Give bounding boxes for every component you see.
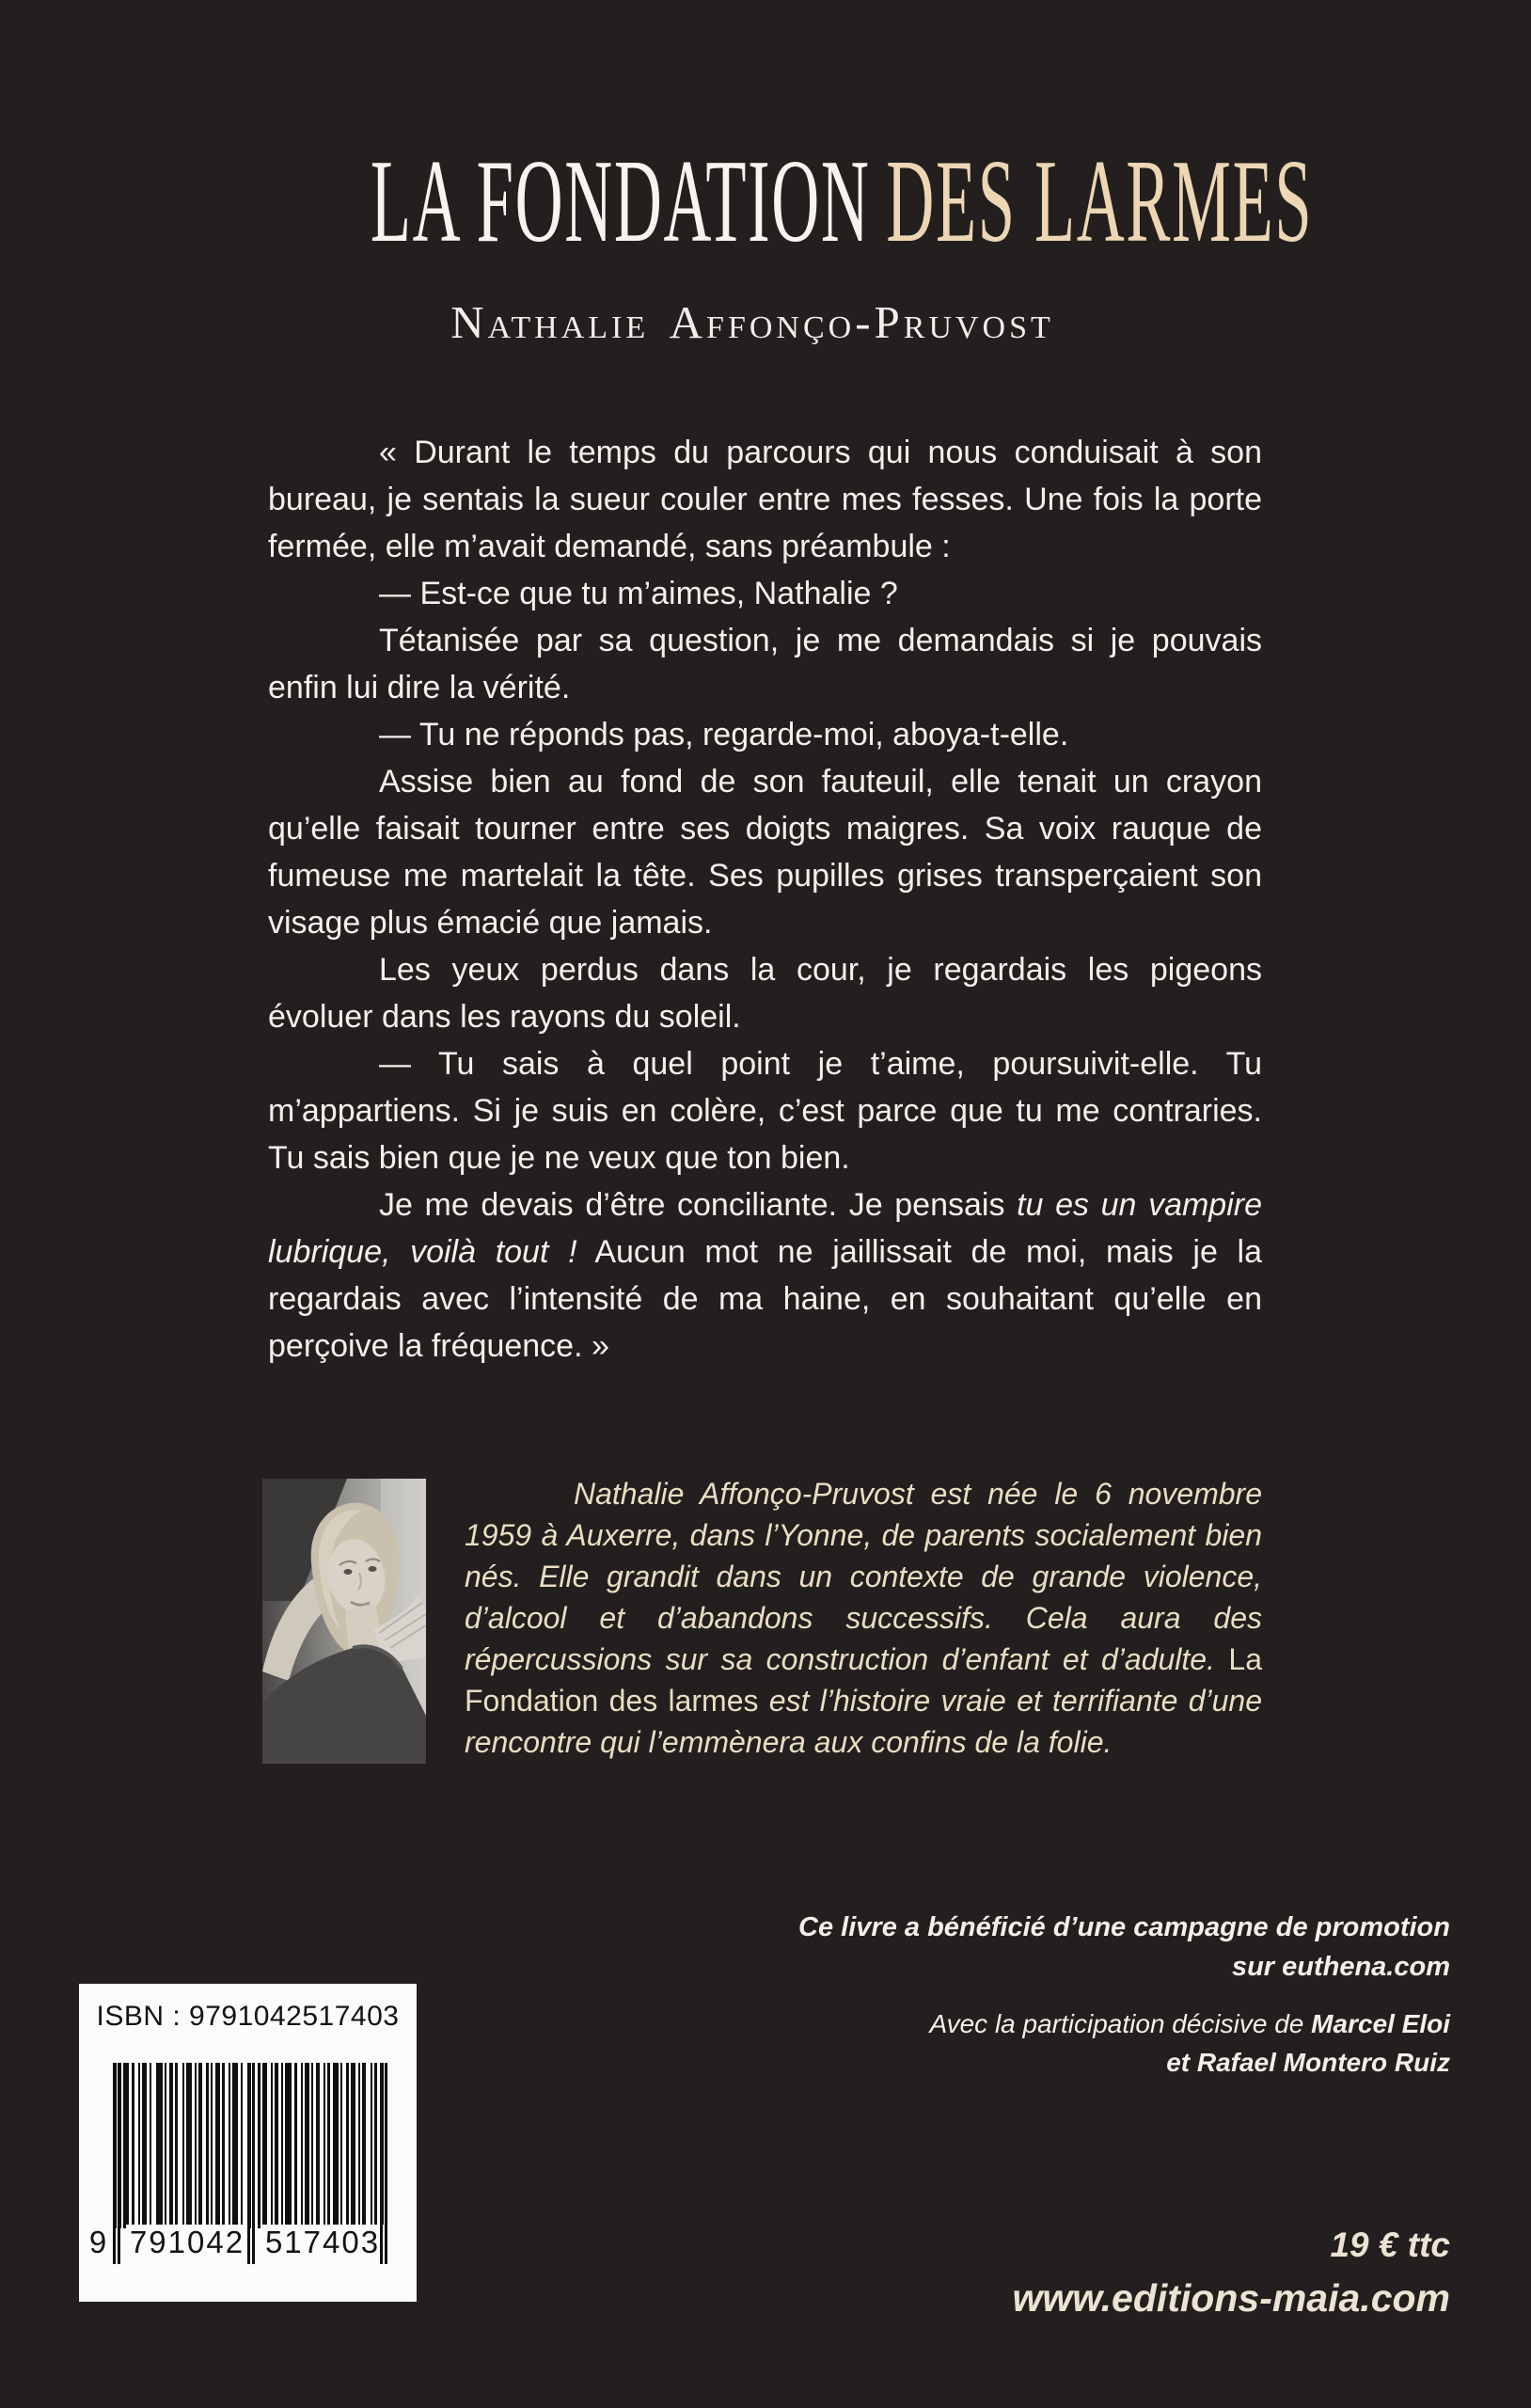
quote-paragraph: [268, 429, 1262, 570]
quote-paragraph: [268, 946, 1262, 1040]
title-part-accent: DES LARMES: [886, 136, 1314, 267]
barcode-bar: [262, 2063, 267, 2228]
author-photo: [262, 1479, 426, 1764]
barcode-bar: [294, 2063, 297, 2228]
quote-block: [268, 429, 1262, 1370]
barcode-bar: [285, 2063, 292, 2228]
barcode-bar: [206, 2063, 209, 2228]
barcode-bar: [156, 2063, 163, 2228]
barcode-bar: [175, 2063, 178, 2228]
author-bio-paragraph: [465, 1473, 1262, 1763]
promo-text: [798, 1908, 1450, 1987]
barcode-guard-bar: [385, 2063, 387, 2264]
barcode-bar: [138, 2063, 140, 2228]
author-name-row: [0, 295, 1505, 349]
text-segment: Marcel Eloi: [1311, 2009, 1450, 2038]
text-segment: « Durant le temps du parcours qui nous conduisait à son bureau, je sentais la sueur couler entre mes fesses. Une fois la porte fermée, elle m’avait demandé, sans préambule :: [268, 435, 1262, 564]
text-segment: Nathalie Affonço-Pruvost est née le 6 novembre 1959 à Auxerre, dans l’Yonne, de parents socialement bien nés. Elle grandit dans un contexte de grande violence, d’alcool et d’abandons successifs. Cela aura des répercussions sur sa construction d’enfant et d’adulte.: [465, 1477, 1262, 1676]
author-bio: [465, 1473, 1262, 1763]
barcode-bar-pattern: [113, 2063, 387, 2228]
author-portrait-image: [262, 1479, 426, 1764]
barcode-bar: [316, 2063, 320, 2228]
quote-paragraph: [268, 1181, 1262, 1370]
barcode-guard-bar: [118, 2063, 120, 2264]
barcode-bar: [182, 2063, 184, 2228]
barcode-guard-bar: [380, 2063, 383, 2264]
barcode-bar: [358, 2063, 360, 2228]
participation-text: [929, 2004, 1450, 2082]
participation-line: [929, 2004, 1450, 2043]
text-segment: — Tu ne réponds pas, regarde-moi, aboya-t-elle.: [379, 717, 1069, 752]
quote-paragraph: [268, 1040, 1262, 1181]
barcode-bar: [275, 2063, 278, 2228]
text-segment: Les yeux perdus dans la cour, je regardais les pigeons évoluer dans les rayons du soleil.: [268, 952, 1262, 1035]
promo-line-2: sur euthena.com: [1231, 1952, 1450, 1982]
text-segment: Tétanisée par sa question, je me demandais si je pouvais enfin lui dire la vérité.: [268, 623, 1262, 705]
text-segment: — Tu sais à quel point je t’aime, poursuivit-elle. Tu m’appartiens. Si je suis en colère, c’est parce que tu me contraries. Tu sais bien que je ne veux que ton bien.: [268, 1046, 1262, 1176]
barcode-guard-bar: [113, 2063, 116, 2264]
barcode-bar: [333, 2063, 339, 2228]
barcode-bar: [211, 2063, 213, 2228]
barcode-bar: [340, 2063, 342, 2228]
barcode-bar: [351, 2063, 355, 2228]
author-name: Nathalie Affonço-Pruvost: [450, 296, 1054, 348]
barcode-bar: [371, 2063, 372, 2228]
barcode-bar: [232, 2063, 238, 2228]
barcode-guard-bar: [252, 2063, 255, 2264]
book-title: [0, 136, 1478, 267]
text-segment: tu es un vampire lubrique, voilà tout !: [268, 1187, 1262, 1270]
barcode-bar: [327, 2063, 330, 2228]
barcode-bar: [301, 2063, 303, 2228]
barcode-bar: [271, 2063, 273, 2228]
promo-line-1: Ce livre a bénéficié d’une campagne de promotion: [798, 1912, 1450, 1942]
publisher-website: www.editions-maia.com: [1012, 2276, 1450, 2320]
barcode-bar: [311, 2063, 313, 2228]
text-segment: La Fondation des larmes: [465, 1642, 1262, 1718]
barcode-bar: [123, 2063, 129, 2228]
barcode-bar: [324, 2063, 325, 2228]
barcode-bar: [229, 2063, 230, 2228]
barcode-digit-group1: 791042: [126, 2225, 248, 2260]
barcode-digit-left: 9: [85, 2225, 111, 2260]
text-segment: et Rafael Montero Ruiz: [1166, 2048, 1450, 2077]
text-segment: Je me devais d’être conciliante. Je pensais: [379, 1187, 1018, 1223]
barcode-bar: [346, 2063, 349, 2228]
quote-paragraph: [268, 570, 1262, 617]
quote-paragraph: [268, 758, 1262, 946]
barcode-bar: [186, 2063, 192, 2228]
text-segment: — Est-ce que tu m’aimes, Nathalie ?: [379, 576, 898, 611]
barcode-bar: [222, 2063, 225, 2228]
barcode-bar: [198, 2063, 202, 2228]
text-segment: Aucun mot ne jaillissait de moi, mais je la regardais avec l’intensité de ma haine, en souhaitant qu’elle en perçoive la fréquence. »: [268, 1234, 1263, 1364]
quote-paragraph: [268, 711, 1262, 758]
text-segment: Avec la participation décisive de: [929, 2009, 1312, 2038]
price-label: 19 € ttc: [1330, 2226, 1450, 2264]
barcode-bar: [215, 2063, 220, 2228]
barcode-bar: [150, 2063, 151, 2228]
barcode-bar: [362, 2063, 366, 2228]
text-segment: Assise bien au fond de son fauteuil, elle tenait un crayon qu’elle faisait tourner entre ses doigts maigres. Sa voix rauque de fumeuse me martelait la tête. Ses pupilles grises transperçaient son visage plus émacié que jamais.: [268, 764, 1262, 941]
barcode-bar: [132, 2063, 134, 2228]
quote-paragraph: [268, 617, 1262, 711]
barcode-bar: [165, 2063, 166, 2228]
isbn-label: ISBN : 9791042517403: [96, 2001, 400, 2032]
barcode-bar: [374, 2063, 377, 2228]
barcode-bar: [169, 2063, 173, 2228]
barcode-bar: [281, 2063, 283, 2228]
barcode-bar: [305, 2063, 309, 2228]
barcode-bar: [241, 2063, 243, 2228]
title-part-main: LA FONDATION: [370, 136, 871, 267]
isbn-barcode: [79, 1984, 417, 2302]
barcode-bar: [142, 2063, 147, 2228]
text-segment: est l’histoire vraie et terrifiante d’une rencontre qui l’emmènera aux confins de la folie.: [465, 1684, 1263, 1759]
barcode-digit-group2: 517403: [261, 2225, 384, 2260]
barcode-bar: [195, 2063, 197, 2228]
barcode-bar: [258, 2063, 260, 2228]
barcode-guard-bar: [247, 2063, 250, 2264]
participation-line: [929, 2043, 1450, 2082]
